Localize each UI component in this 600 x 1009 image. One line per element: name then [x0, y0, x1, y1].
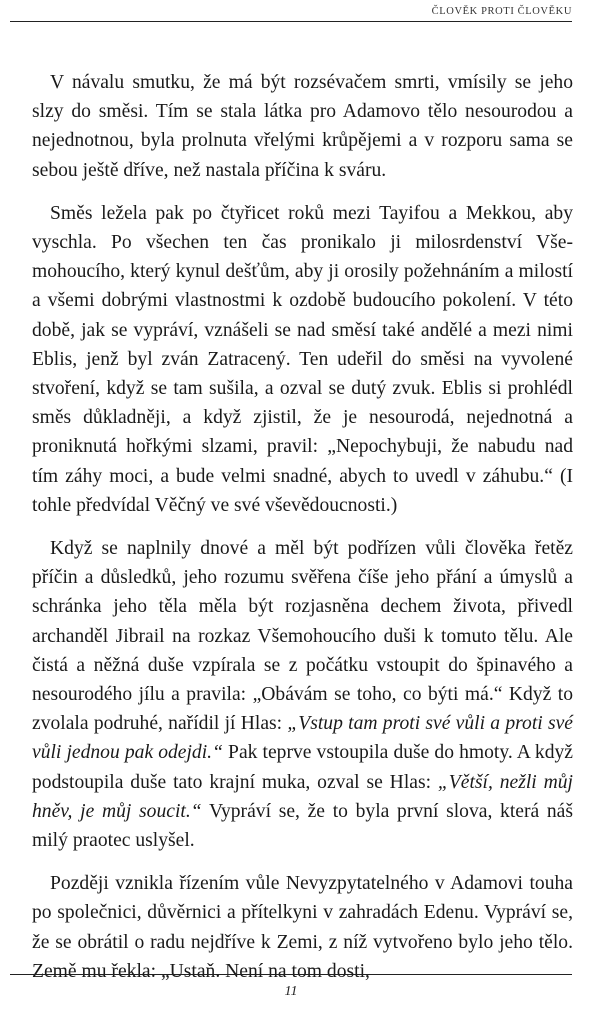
paragraph-2-text: Směs ležela pak po čtyřicet roků mezi Tayifou a Mekkou, aby vyschla. Po všechen ten čas pronikalo ji milosrdenství Všemohoucího, který kynul dešťům, aby ji orosily požehnáním a milostí a všemi dobrými vlastnostmi k ozdobě budoucího pokolení. V této době, jak se vypráví, vznášeli se nad směsí také andělé a mezi nimi Eblis, jenž byl zván Zatracený. Ten udeřil do směsi na vyvolené stvoření, když se tam sušila, a ozval se dutý zvuk. Eblis si prohlédl směs důkladněji, a když zjistil, že je nesourodá, nejednotná a proniknutá hořkými slzami, pravil: „Nepochybuji, že nabudu nad tím záhy moci, a bude velmi snadné, abych to uvedl v záhubu.“ (I tohle předvídal Věčný ve své vševědoucnosti.): [32, 202, 573, 516]
paragraph-4-text: Později vznikla řízením vůle Nevyzpytatelného v Adamovi touha po společnici, důvěrnici a přítelkyni v zahradách Edenu. Vypráví se, že se obrátil o radu nejdříve k Zemi, z níž vytvořeno bylo jeho tělo. Země mu řekla: „Ustaň. Není na tom dosti,: [32, 873, 573, 982]
paragraph-1: [32, 68, 573, 185]
paragraph-4: [32, 869, 573, 986]
paragraph-3-text-a: Když se naplnily dnové a měl být podřízen vůli člověka řetěz příčin a důsledků, jeho rozumu svěřena číše jeho přání a úmyslů a schránka jeho těla měla být rozjasněna dechem života, přivedl archanděl Jibrail na rozkaz Všemohoucího duši k tomuto tělu. Ale čistá a něžná duše vzpírala se z počátku vstoupit do špinavého a nesourodého jílu a pravila: „Obávám se toho, co býti má.“ Když to zvolala podruhé, nařídil jí Hlas:: [32, 538, 573, 735]
running-title: ČLOVĚK PROTI ČLOVĚKU: [431, 6, 572, 17]
page-number: 11: [284, 984, 298, 999]
paragraph-3-text-b: Pak teprve vstoupila duše do hmoty. A když podstoupila duše tato krajní muka, ozval se Hlas:: [32, 742, 573, 793]
footer-rule: [10, 974, 572, 975]
paragraph-3-quote-1: „Vstup tam proti své vůli a proti své vůli jednou pak odejdi.“: [32, 713, 574, 764]
page-body: [32, 68, 573, 1000]
paragraph-2: [32, 199, 573, 520]
paragraph-1-text: V návalu smutku, že má být rozsévačem smrti, vmísily se jeho slzy do směsi. Tím se stala látka pro Adamovo tělo nesourodou a nejednotnou, byla prolnuta vřelými krůpějemi a v rozporu sama se sebou ještě dříve, než nastala příčina k sváru.: [32, 72, 573, 181]
paragraph-3-quote-2: „Větší, nežli můj hněv, je můj soucit.“: [32, 771, 573, 822]
header-rule: [10, 21, 572, 22]
paragraph-3: [32, 534, 573, 855]
paragraph-3-text-c: Vypráví se, že to byla první slova, která náš milý praotec uslyšel.: [32, 800, 574, 852]
